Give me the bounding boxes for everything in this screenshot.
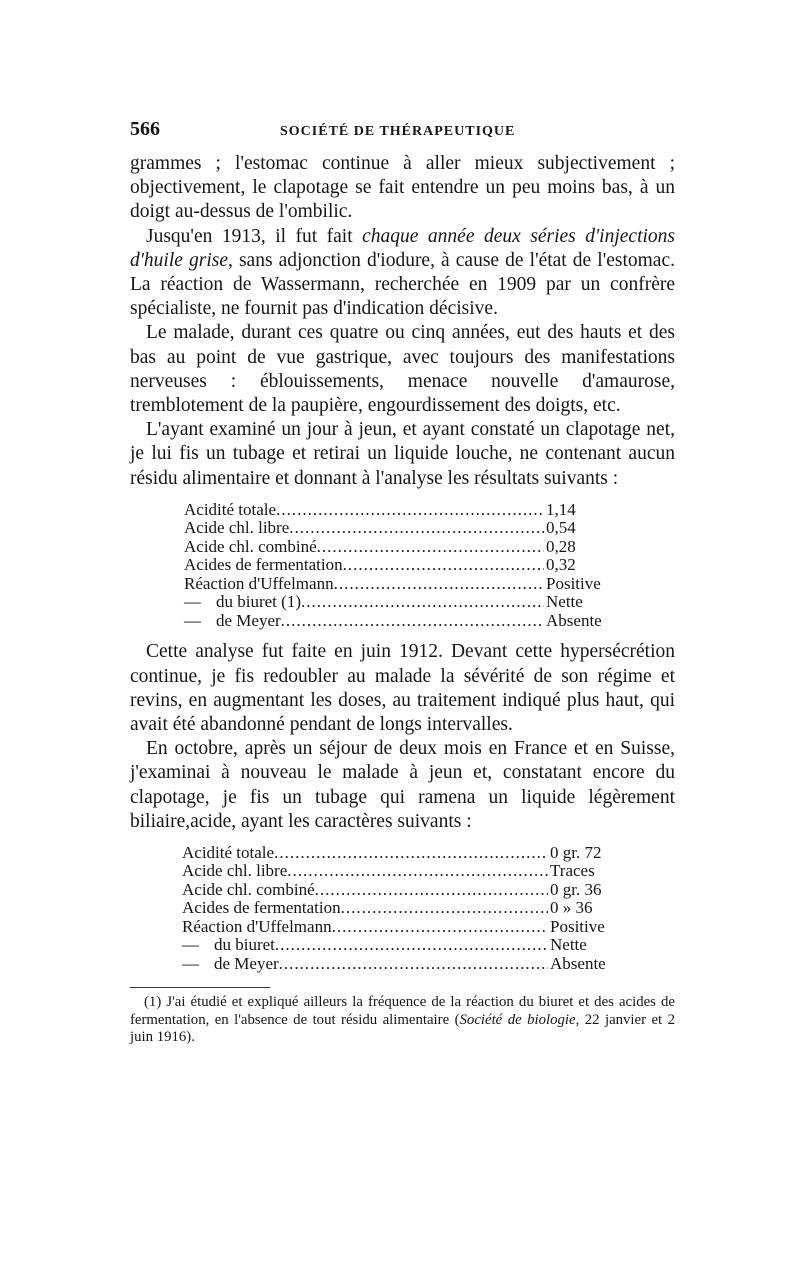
leader-dots [281, 612, 544, 631]
row-label [184, 538, 317, 557]
row-value: Positive [546, 573, 601, 593]
running-title: SOCIÉTÉ DE THÉRAPEUTIQUE [280, 124, 516, 139]
table-row [182, 918, 620, 937]
document-page [130, 118, 675, 1047]
footnote [130, 994, 675, 1047]
table-row [182, 955, 620, 974]
footnote-text-b: , 22 janvier et 2 juin 1916). [130, 1011, 675, 1046]
row-label-text: Acidité totale [184, 499, 277, 519]
page-number: 566 [130, 118, 160, 140]
row-label-text: Acide chl. libre [182, 861, 288, 881]
ditto-dash: — [184, 592, 201, 612]
leader-dots [279, 955, 548, 974]
table-row [184, 538, 616, 557]
paragraph-6: En octobre, après un séjour de deux mois en France et en Suisse, j'examinai à nouveau le malade à jeun et, constatant encore du clapotage, je fis un tubage qui ramena un liquide légèrement biliaire,acide, ayant les caractères suivants : [130, 738, 675, 832]
row-value: Traces [550, 861, 595, 881]
row-label [182, 918, 332, 937]
row-label [182, 936, 275, 955]
table-row [182, 844, 620, 863]
leader-dots [275, 936, 548, 955]
row-label [182, 844, 274, 863]
analysis-table-1 [184, 501, 616, 631]
row-label [182, 899, 341, 918]
ditto-dash: — [184, 610, 201, 630]
row-value: 0,28 [546, 536, 576, 556]
paragraph-4: L'ayant examiné un jour à jeun, et ayant constaté un clapotage net, je lui fis un tubage et retirai un liquide louche, ne contenant aucun résidu alimentaire et donnant à l'analyse les résultats suivants : [130, 419, 675, 489]
leader-dots [301, 593, 544, 612]
table-row [184, 612, 616, 631]
analysis-table-2 [182, 844, 620, 974]
table-row [184, 575, 616, 594]
row-value: 0 gr. 36 [550, 879, 602, 899]
row-value: 0,54 [546, 518, 576, 538]
table-row [182, 936, 620, 955]
table-row [184, 593, 616, 612]
row-label [182, 881, 315, 900]
paragraph-5: Cette analyse fut faite en juin 1912. Devant cette hypersécrétion continue, je fis redoubler au malade la sévérité de son régime et revins, en augmentant les doses, au traitement indiqué plus haut, qui avait été abandonné pendant de longs intervalles. [130, 641, 675, 735]
ditto-dash: — [182, 935, 199, 955]
row-value: Nette [546, 592, 583, 612]
row-label-text: Acidité totale [182, 842, 275, 862]
row-label [184, 593, 301, 612]
row-value: Absente [550, 953, 606, 973]
row-label-text: du biuret (1) [216, 592, 301, 612]
leader-dots [276, 501, 544, 520]
row-label-text: Acide chl. combiné [182, 879, 315, 899]
row-label [184, 501, 276, 520]
leader-dots [317, 538, 544, 557]
ditto-dash: — [182, 953, 199, 973]
paragraph-2-italic: chaque année deux séries d'injections d'huile grise [130, 225, 675, 271]
paragraph-3: Le malade, durant ces quatre ou cinq années, eut des hauts et des bas au point de vue gastrique, avec toujours des manifestations nerveuses : éblouissements, menace nouvelle d'amaurose, tremblotement de la paupière, engourdissement des doigts, etc. [130, 322, 675, 417]
footnote-italic: Société de biologie [459, 1011, 576, 1028]
row-value: 0,32 [546, 555, 576, 575]
row-label-text: de Meyer [216, 610, 281, 630]
table-row [182, 862, 620, 881]
row-label-text: Acide chl. combiné [184, 536, 317, 556]
table-row [184, 556, 616, 575]
row-label-text: Acides de fermentation [184, 555, 343, 575]
table-row [184, 501, 616, 520]
leader-dots [343, 556, 544, 575]
leader-dots [332, 918, 548, 937]
row-label-text: Acides de fermentation [182, 898, 341, 918]
row-value: Positive [550, 916, 605, 936]
row-label [184, 556, 343, 575]
table-row [182, 899, 620, 918]
page-header [130, 118, 675, 146]
table-row [184, 519, 616, 538]
row-value: 0 » 36 [550, 898, 593, 918]
row-label-text: Réaction d'Uffelmann [184, 573, 334, 593]
leader-dots [287, 862, 548, 881]
row-label [182, 862, 287, 881]
row-label [184, 575, 334, 594]
paragraph-1: grammes ; l'estomac continue à aller mieux subjectivement ; objectivement, le clapotage se fait entendre un peu moins bas, à un doigt au-dessus de l'ombilic. [130, 153, 675, 223]
row-value: 0 gr. 72 [550, 842, 602, 862]
leader-dots [315, 881, 548, 900]
leader-dots [334, 575, 544, 594]
row-value: Absente [546, 610, 602, 630]
leader-dots [274, 844, 548, 863]
row-label-text: de Meyer [214, 953, 279, 973]
row-label [184, 519, 289, 538]
paragraph-2 [130, 225, 675, 322]
footnote-separator [130, 987, 270, 988]
table-row [182, 881, 620, 900]
paragraph-2-text-b: , sans adjonction d'iodure, à cause de l'état de l'estomac. La réaction de Wassermann, recherchée en 1909 par un confrère spécialiste, ne fournit pas d'indication décisive. [130, 249, 675, 320]
paragraph-2-text-a: Jusqu'en 1913, il fut fait [146, 225, 363, 247]
row-value: Nette [550, 935, 587, 955]
row-value: 1,14 [546, 499, 576, 519]
row-label-text: Réaction d'Uffelmann [182, 916, 332, 936]
row-label-text: Acide chl. libre [184, 518, 290, 538]
row-label [184, 612, 281, 631]
row-label-text: du biuret [214, 935, 275, 955]
leader-dots [341, 899, 548, 918]
footnote-text-a: (1) J'ai étudié et expliqué ailleurs la fréquence de la réaction du biuret et des acides de fermentation, en l'absence de tout résidu alimentaire ( [130, 994, 675, 1028]
leader-dots [289, 519, 544, 538]
row-label [182, 955, 279, 974]
